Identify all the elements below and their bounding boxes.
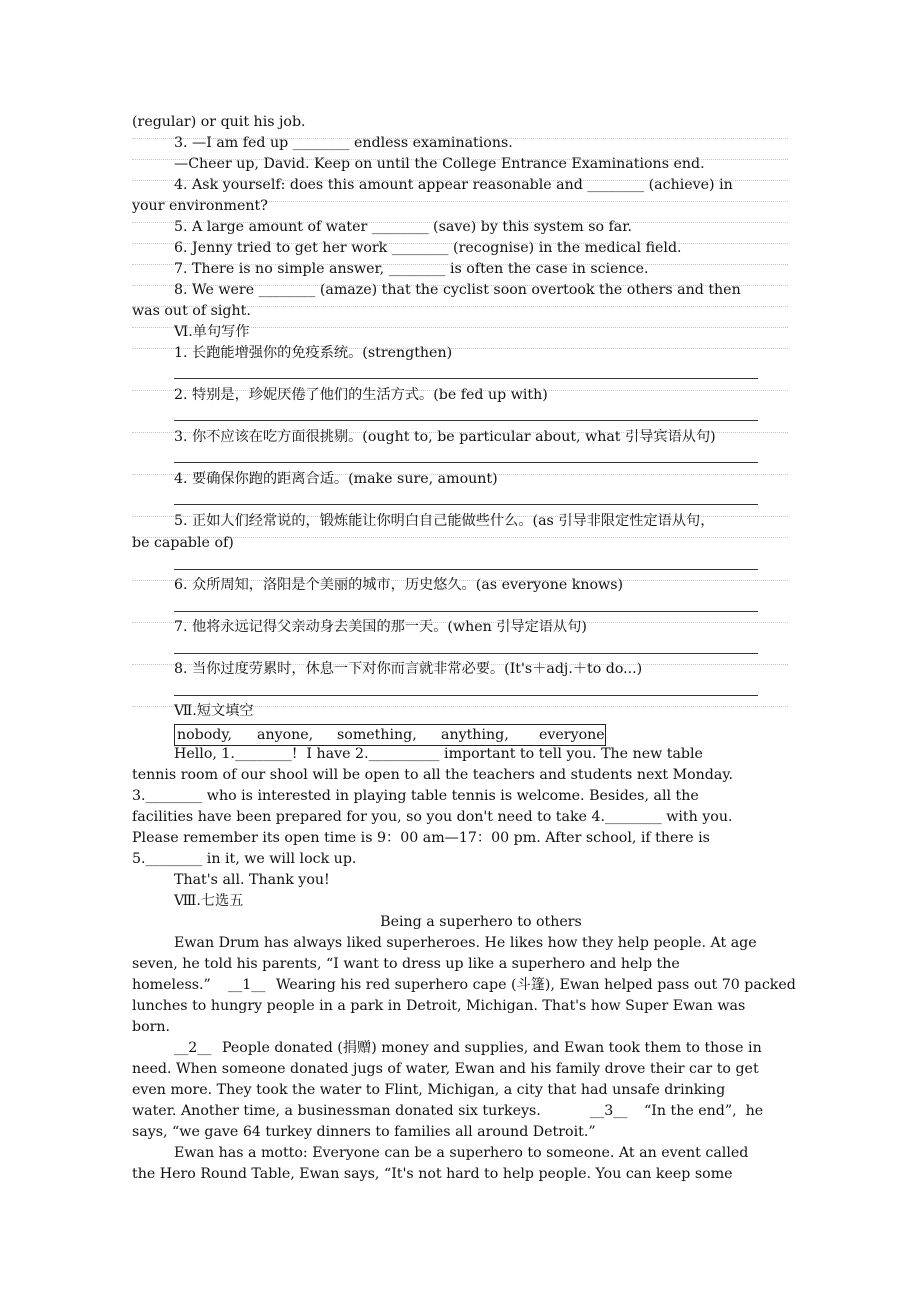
passage-line: born.	[132, 1019, 171, 1035]
translation-item-5-cont: be capable of)	[132, 535, 234, 551]
answer-line[interactable]	[174, 462, 758, 463]
translation-item-6: 6. 众所周知，洛阳是个美丽的城市，历史悠久。(as everyone knows)	[174, 577, 624, 593]
exercise-v-q4a: 4. Ask yourself: does this amount appear reasonable and ________ (achieve) in	[174, 177, 733, 193]
translation-item-7: 7. 他将永远记得父亲动身去美国的那一天。(when 引导定语从句)	[174, 619, 587, 635]
answer-line[interactable]	[174, 569, 758, 570]
passage-title: Being a superhero to others	[380, 914, 582, 930]
translation-item-1: 1. 长跑能增强你的免疫系统。(strengthen)	[174, 345, 453, 361]
passage-line: water. Another time, a businessman donated six turkeys.	[132, 1103, 541, 1119]
translation-item-5: 5. 正如人们经常说的，锻炼能让你明白自己能做些什么。(as 引导非限定性定语从句，	[174, 513, 715, 529]
passage-line: Ewan Drum has always liked superheroes. He likes how they help people. At age	[174, 935, 757, 951]
word-option: everyone	[539, 727, 605, 743]
answer-line[interactable]	[174, 378, 758, 379]
cloze-line: Hello, 1.________! I have 2.__________ important to tell you. The new table	[174, 746, 703, 762]
word-option: nobody,	[177, 727, 233, 743]
passage-line: seven, he told his parents, “I want to dress up like a superhero and help the	[132, 956, 680, 972]
passage-line: need. When someone donated jugs of water, Ewan and his family drove their car to get	[132, 1061, 759, 1077]
section-vii-title: Ⅶ.短文填空	[174, 703, 254, 719]
exercise-v-q7: 7. There is no simple answer, ________ is often the case in science.	[174, 261, 649, 277]
passage-line: “In the end”, he	[644, 1103, 764, 1119]
exercise-v-tail: (regular) or quit his job.	[132, 114, 306, 130]
section-vi-title: Ⅵ.单句写作	[174, 324, 250, 340]
blank-2[interactable]: __2__	[174, 1040, 212, 1056]
answer-line[interactable]	[174, 611, 758, 612]
passage-line: says, “we gave 64 turkey dinners to families all around Detroit.”	[132, 1124, 596, 1140]
passage-line: the Hero Round Table, Ewan says, “It's not hard to help people. You can keep some	[132, 1166, 733, 1182]
passage-line: Wearing his red superhero cape (斗篷), Ewan helped pass out 70 packed	[276, 977, 796, 993]
passage-line: Ewan has a motto: Everyone can be a superhero to someone. At an event called	[174, 1145, 749, 1161]
exercise-v-q4b: your environment?	[132, 198, 268, 214]
exercise-v-q3a: 3. —I am fed up ________ endless examinations.	[174, 135, 513, 151]
translation-item-4: 4. 要确保你跑的距离合适。(make sure, amount)	[174, 471, 498, 487]
translation-item-2: 2. 特别是，珍妮厌倦了他们的生活方式。(be fed up with)	[174, 387, 548, 403]
cloze-line: facilities have been prepared for you, so you don't need to take 4.________ with you.	[132, 809, 733, 825]
blank-3[interactable]: __3__	[590, 1103, 628, 1119]
passage-line: People donated (捐赠) money and supplies, and Ewan took them to those in	[222, 1040, 762, 1056]
translation-item-8: 8. 当你过度劳累时，休息一下对你而言就非常必要。(It's＋adj.＋to do...)	[174, 661, 643, 677]
blank-1[interactable]: __1__	[228, 977, 266, 993]
cloze-closing: That's all. Thank you!	[174, 872, 330, 888]
word-option: anything,	[441, 727, 509, 743]
word-option: something,	[337, 727, 417, 743]
word-bank-box	[174, 724, 606, 746]
cloze-line: 5.________ in it, we will lock up.	[132, 851, 357, 867]
answer-line[interactable]	[174, 653, 758, 654]
answer-line[interactable]	[174, 695, 758, 696]
exercise-v-q5: 5. A large amount of water ________ (save) by this system so far.	[174, 219, 632, 235]
section-viii-title: Ⅷ.七选五	[174, 893, 244, 909]
answer-line[interactable]	[174, 420, 758, 421]
passage-line: lunches to hungry people in a park in Detroit, Michigan. That's how Super Ewan was	[132, 998, 746, 1014]
passage-line: even more. They took the water to Flint, Michigan, a city that had unsafe drinking	[132, 1082, 726, 1098]
exercise-v-q6: 6. Jenny tried to get her work ________ (recognise) in the medical field.	[174, 240, 682, 256]
passage-line: homeless.”	[132, 977, 211, 993]
exercise-v-q8b: was out of sight.	[132, 303, 251, 319]
word-option: anyone,	[257, 727, 314, 743]
answer-line[interactable]	[174, 504, 758, 505]
cloze-line: 3.________ who is interested in playing table tennis is welcome. Besides, all the	[132, 788, 699, 804]
cloze-line: Please remember its open time is 9：00 am—17：00 pm. After school, if there is	[132, 830, 710, 846]
cloze-line: tennis room of our shool will be open to all the teachers and students next Monday.	[132, 767, 733, 783]
exercise-v-q3b: —Cheer up, David. Keep on until the College Entrance Examinations end.	[174, 156, 705, 172]
exercise-v-q8a: 8. We were ________ (amaze) that the cyclist soon overtook the others and then	[174, 282, 741, 298]
translation-item-3: 3. 你不应该在吃方面很挑剔。(ought to, be particular about, what 引导宾语从句)	[174, 429, 716, 445]
